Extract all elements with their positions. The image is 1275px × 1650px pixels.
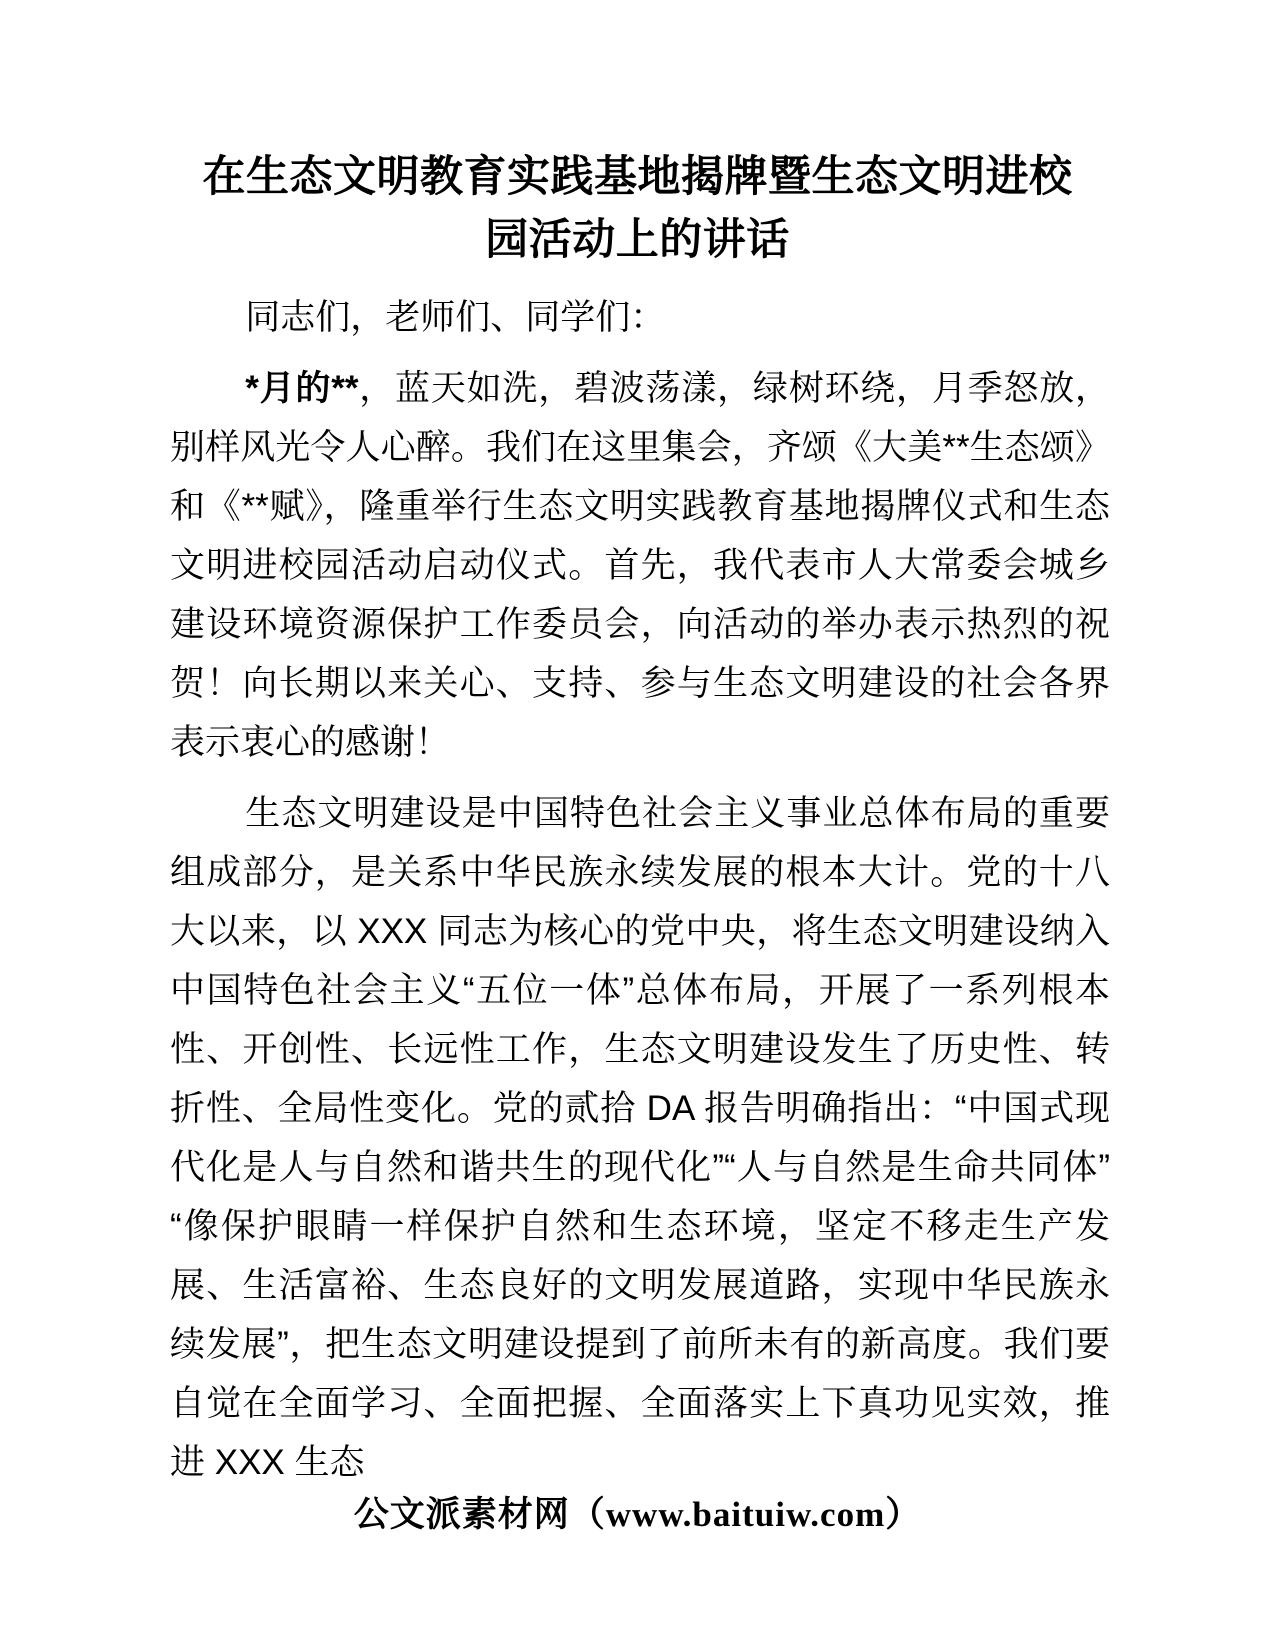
paragraph-eco-civilization: 生态文明建设是中国特色社会主义事业总体布局的重要组成部分，是关系中华民族永续发展的根本大计。党的十八大以来，以 XXX 同志为核心的党中央，将生态文明建设纳入中国特色社会主义“五位一体”总体布局，开展了一系列根本性、开创性、长远性工作，生态文明建设发生了历史性、转折性、全局性变化。党的贰拾 DA 报告明确指出：“中国式现代化是人与自然和谐共生的现代化”“人与自然是生命共同体”“像保护眼睛一样保护自然和生态环境，坚定不移走生产发展、生活富裕、生态良好的文明发展道路，实现中华民族永续发展”，把生态文明建设提到了前所未有的新高度。我们要自觉在全面学习、全面把握、全面落实上下真功见实效，推进 XXX 生态 [170,794,1110,1482]
footer-watermark: 公文派素材网（www.baituiw.com） [353,1495,922,1534]
greeting-text: 同志们，老师们、同学们： [245,298,666,337]
paragraph-opening [170,359,1110,772]
document-body [170,288,1110,1492]
greeting-line [170,288,1110,347]
paragraph-opening-bold-lead: *月的** [245,369,359,408]
paragraph-opening-text: ，蓝天如洗，碧波荡漾，绿树环绕，月季怒放，别样风光令人心醉。我们在这里集会，齐颂《大美**生态颂》和《**赋》，隆重举行生态文明实践教育基地揭牌仪式和生态文明进校园活动启动仪式。首先，我代表市人大常委会城乡建设环境资源保护工作委员会，向活动的举办表示热烈的祝贺！向长期以来关心、支持、参与生态文明建设的社会各界表示衷心的感谢！ [170,369,1110,762]
document-title: 在生态文明教育实践基地揭牌暨生态文明进校园活动上的讲话 [202,153,1073,264]
